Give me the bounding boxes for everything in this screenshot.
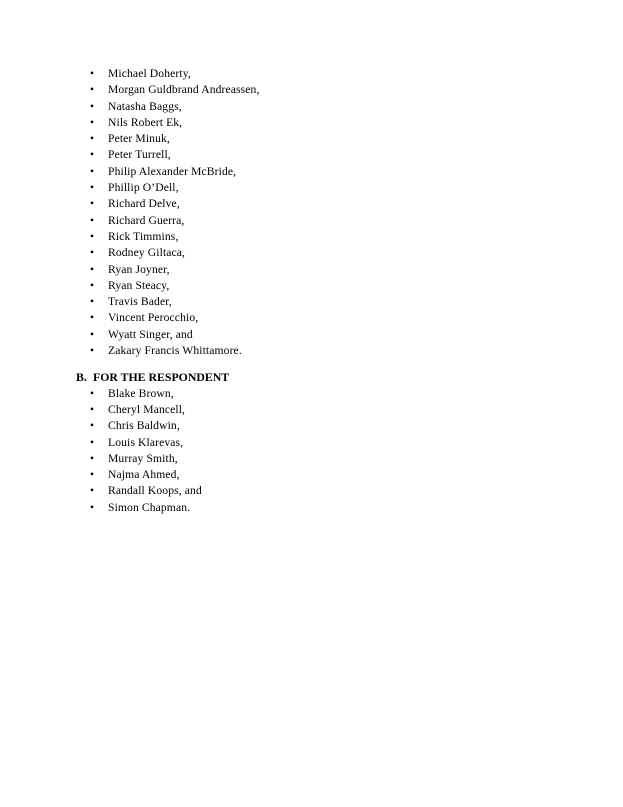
list-item-label: Travis Bader,: [108, 295, 172, 309]
list-item-label: Zakary Francis Whittamore.: [108, 344, 242, 358]
list-item: [0, 500, 623, 516]
bullet-icon: •: [90, 295, 95, 309]
list-item-label: Wyatt Singer, and: [108, 327, 193, 341]
heading-spacer: [0, 359, 623, 369]
list-item-label: Vincent Perocchio,: [108, 311, 199, 325]
list-item-label: Ryan Steacy,: [108, 278, 170, 292]
bullet-icon: •: [90, 148, 95, 162]
list-item-label: Randall Koops, and: [108, 484, 202, 498]
list-item-label: Peter Minuk,: [108, 132, 170, 146]
list-item: [0, 327, 623, 343]
list-item: [0, 115, 623, 131]
bullet-icon: •: [90, 402, 95, 416]
bullet-icon: •: [90, 83, 95, 97]
list-item: [0, 310, 623, 326]
respondent-witness-list: [0, 386, 623, 516]
list-item-label: Murray Smith,: [108, 451, 178, 465]
list-item-label: Chris Baldwin,: [108, 419, 180, 433]
list-item: [0, 386, 623, 402]
list-item: [0, 147, 623, 163]
section-title: FOR THE RESPONDENT: [93, 370, 230, 385]
list-item-label: Richard Delve,: [108, 197, 180, 211]
list-item: [0, 180, 623, 196]
bullet-icon: •: [90, 67, 95, 80]
bullet-icon: •: [90, 164, 95, 178]
bullet-icon: •: [90, 246, 95, 260]
list-item: [0, 343, 623, 359]
bullet-icon: •: [90, 484, 95, 498]
list-item: [0, 467, 623, 483]
bullet-icon: •: [90, 451, 95, 465]
list-item: [0, 82, 623, 98]
list-item-label: Natasha Baggs,: [108, 99, 182, 113]
bullet-icon: •: [90, 181, 95, 195]
list-item: [0, 245, 623, 261]
list-item: [0, 262, 623, 278]
list-item-label: Simon Chapman.: [108, 500, 191, 514]
list-item: [0, 66, 623, 82]
list-item: [0, 99, 623, 115]
list-item: [0, 278, 623, 294]
list-item: [0, 435, 623, 451]
bullet-icon: •: [90, 262, 95, 276]
list-item: [0, 196, 623, 212]
list-item-label: Blake Brown,: [108, 386, 174, 400]
bullet-icon: •: [90, 435, 95, 449]
bullet-icon: •: [90, 213, 95, 227]
list-item-label: Phillip O’Dell,: [108, 181, 179, 195]
list-item-label: Peter Turrell,: [108, 148, 171, 162]
list-item-label: Michael Doherty,: [108, 67, 191, 80]
list-item-label: Ryan Joyner,: [108, 262, 170, 276]
list-item-label: Rodney Giltaca,: [108, 246, 186, 260]
bullet-icon: •: [90, 132, 95, 146]
list-item: [0, 294, 623, 310]
list-item: [0, 418, 623, 434]
list-item: [0, 229, 623, 245]
list-item: [0, 131, 623, 147]
list-item-label: Richard Guerra,: [108, 213, 185, 227]
list-item-label: Louis Klarevas,: [108, 435, 184, 449]
list-item: [0, 213, 623, 229]
bullet-icon: •: [90, 386, 95, 400]
list-item: [0, 402, 623, 418]
bullet-icon: •: [90, 419, 95, 433]
bullet-icon: •: [90, 468, 95, 482]
list-item-label: Rick Timmins,: [108, 229, 179, 243]
bullet-icon: •: [90, 344, 95, 358]
list-item-label: Philip Alexander McBride,: [108, 164, 237, 178]
section-heading-respondent: [0, 369, 623, 385]
list-item-label: Nils Robert Ek,: [108, 115, 183, 129]
applicant-witness-list: [0, 66, 623, 359]
bullet-icon: •: [90, 327, 95, 341]
list-item: [0, 451, 623, 467]
section-marker: B.: [76, 370, 87, 385]
bullet-icon: •: [90, 197, 95, 211]
list-item: [0, 164, 623, 180]
document-body: [0, 66, 623, 516]
list-item-label: Najma Ahmed,: [108, 468, 180, 482]
bullet-icon: •: [90, 229, 95, 243]
list-item-label: Morgan Guldbrand Andreassen,: [108, 83, 260, 97]
bullet-icon: •: [90, 500, 95, 514]
list-item-label: Cheryl Mancell,: [108, 402, 186, 416]
bullet-icon: •: [90, 99, 95, 113]
bullet-icon: •: [90, 278, 95, 292]
bullet-icon: •: [90, 311, 95, 325]
list-item: [0, 483, 623, 499]
bullet-icon: •: [90, 115, 95, 129]
